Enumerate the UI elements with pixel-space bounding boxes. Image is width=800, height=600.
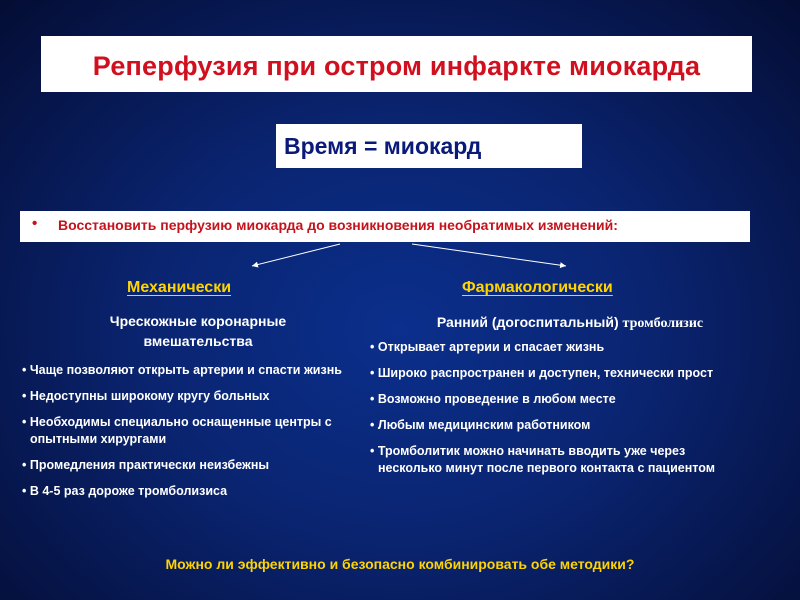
mechanical-subheading: Чрескожные коронарные вмешательства xyxy=(109,313,287,349)
combination-question: Можно ли эффективно и безопасно комбинировать обе методики? xyxy=(165,556,635,572)
mechanical-list xyxy=(18,362,368,509)
pharmacological-subheading-main: Ранний (догоспитальный) xyxy=(436,314,623,330)
list-item: • Необходимы специально оснащенные центры с опытными хирургами xyxy=(18,414,368,448)
pharmacological-subheading-serif: тромболизис xyxy=(622,316,704,331)
pharmacological-subheading xyxy=(390,312,750,334)
slide-title: Реперфузия при остром инфаркте миокарда xyxy=(92,50,701,81)
list-item: • Возможно проведение в любом месте xyxy=(366,391,738,408)
list-item: • Широко распространен и доступен, технически прост xyxy=(366,365,738,382)
time-equals-myocardium: Время = миокард xyxy=(284,132,482,159)
arrow-left xyxy=(252,244,340,266)
pharmacological-heading: Фармакологически xyxy=(462,279,613,296)
list-item: • Тромболитик можно начинать вводить уже через несколько минут после первого контакта с пациентом xyxy=(366,443,738,477)
list-item: • Недоступны широкому кругу больных xyxy=(18,388,368,405)
restore-perfusion-text: Восстановить перфузию миокарда до возникновения необратимых изменений: xyxy=(58,217,618,233)
list-item: • В 4-5 раз дороже тромболизиса xyxy=(18,483,368,500)
arrow-right xyxy=(412,244,566,266)
list-item: • Промедления практически неизбежны xyxy=(18,457,368,474)
list-item: • Любым медицинским работником xyxy=(366,417,738,434)
list-item: • Чаще позволяют открыть артерии и спасти жизнь xyxy=(18,362,368,379)
pharmacological-list xyxy=(366,339,738,486)
restore-bullet-icon: • xyxy=(32,215,38,232)
mechanical-heading: Механически xyxy=(127,279,232,296)
list-item: • Открывает артерии и спасает жизнь xyxy=(366,339,738,356)
